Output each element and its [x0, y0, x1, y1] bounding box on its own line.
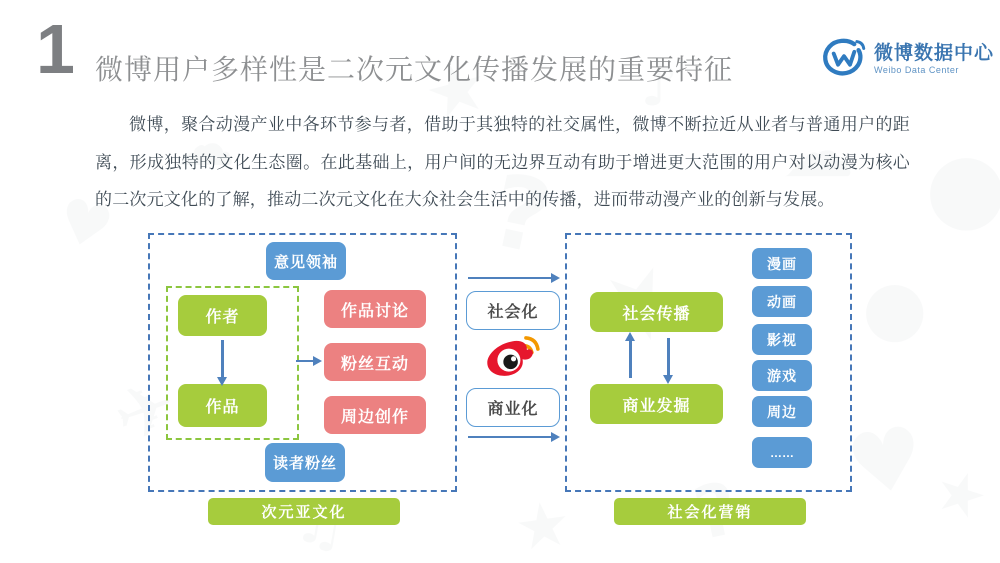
logo-title: 微博数据中心: [874, 43, 995, 65]
group-to-activities-arrow: [296, 360, 314, 362]
marketing-caption: 社会化营销: [614, 498, 806, 525]
activity-box: 粉丝互动: [324, 343, 426, 381]
socialization-box: 社会化: [466, 291, 560, 330]
business-mining-box: 商业发掘: [590, 384, 723, 424]
logo-text: [874, 43, 994, 75]
social-spread-box: 社会传播: [590, 292, 723, 332]
activity-box: 周边创作: [324, 396, 426, 434]
author-box: 作者: [178, 295, 267, 336]
category-box: 动画: [752, 286, 812, 317]
activity-box: 作品讨论: [324, 290, 426, 328]
category-box: ……: [752, 437, 812, 468]
subculture-caption: 次元亚文化: [208, 498, 400, 525]
weibo-eye-outline-icon: [820, 35, 868, 84]
weibo-eye-icon: [485, 331, 543, 384]
logo-subtitle: Weibo Data Center: [874, 65, 959, 76]
page-title: 微博用户多样性是二次元文化传播发展的重要特征: [95, 54, 734, 85]
spread-to-mining-arrow: [667, 338, 670, 376]
commercialization-box: 商业化: [466, 388, 560, 427]
reader-fans-box: 读者粉丝: [265, 443, 345, 482]
author-to-work-arrow: [221, 340, 224, 378]
category-box: 周边: [752, 396, 812, 427]
mining-to-spread-arrow: [629, 340, 632, 378]
weibo-data-center-logo: [820, 35, 994, 84]
intro-paragraph: 微博，聚合动漫产业中各环节参与者，借助于其独特的社交属性，微博不断拉近从业者与普通用户的距离，形成独特的文化生态圈。在此基础上，用户间的无边界互动有助于增进更大范围的用户对以动漫为核心的二次元文化的了解，推动二次元文化在大众社会生活中的传播，进而带动漫产业的创新与发展。: [95, 115, 910, 210]
socialization-arrow: [468, 277, 552, 279]
category-box: 游戏: [752, 360, 812, 391]
work-box: 作品: [178, 384, 267, 427]
opinion-leader-box: 意见领袖: [266, 242, 346, 280]
category-box: 影视: [752, 324, 812, 355]
section-number: 1: [36, 10, 75, 88]
category-box: 漫画: [752, 248, 812, 279]
commercialization-arrow: [468, 436, 552, 438]
